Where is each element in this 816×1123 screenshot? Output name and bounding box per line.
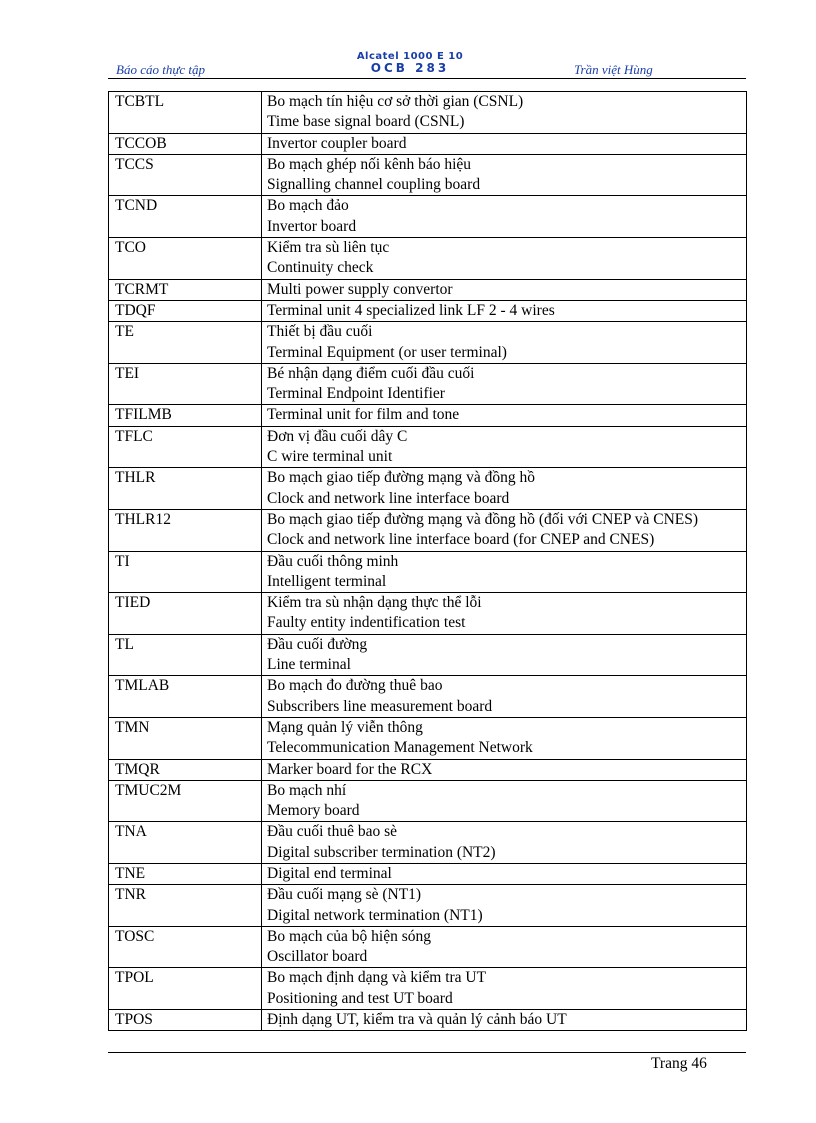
description-line: Clock and network line interface board — [267, 489, 510, 507]
description-line: Bo mạch ghép nối kênh báo hiệu — [267, 155, 472, 173]
glossary-table — [108, 91, 747, 1031]
description-line: Đơn vị đầu cuối dây C — [267, 427, 408, 445]
description-cell — [262, 92, 747, 134]
description-line: Clock and network line interface board (for CNEP and CNES) — [267, 531, 655, 549]
table-row — [109, 863, 747, 884]
description-line: Invertor board — [267, 217, 357, 235]
table-row — [109, 426, 747, 468]
description-line: C wire terminal unit — [267, 448, 393, 466]
description-line: Oscillator board — [267, 948, 368, 966]
description-line: Bo mạch định dạng và kiểm tra UT — [267, 969, 487, 987]
table-row — [109, 133, 747, 154]
description-line: Đầu cuối đường — [267, 635, 368, 653]
description-line: Digital subscriber termination (NT2) — [267, 843, 496, 861]
table-row — [109, 322, 747, 364]
description-cell — [262, 759, 747, 780]
description-line: Bo mạch tín hiệu cơ sở thời gian (CSNL) — [267, 93, 524, 110]
description-cell — [262, 133, 747, 154]
description-cell — [262, 509, 747, 551]
description-cell — [262, 968, 747, 1010]
description-line: Terminal unit 4 specialized link LF 2 - 4 wires — [267, 301, 555, 319]
description-cell — [262, 238, 747, 280]
description-line: Positioning and test UT board — [267, 989, 453, 1007]
abbreviation-cell: TMQR — [109, 759, 262, 780]
description-line: Continuity check — [267, 259, 374, 277]
description-cell — [262, 279, 747, 300]
description-line: Đầu cuối thông minh — [267, 552, 399, 570]
footer-divider — [108, 1052, 746, 1053]
description-line: Multi power supply convertor — [267, 280, 453, 298]
description-cell — [262, 1010, 747, 1031]
description-line: Bo mạch đo đường thuê bao — [267, 677, 443, 695]
description-cell — [262, 196, 747, 238]
description-cell — [262, 468, 747, 510]
description-line: Intelligent terminal — [267, 572, 387, 590]
abbreviation-cell: TDQF — [109, 300, 262, 321]
description-line: Bo mạch nhí — [267, 781, 347, 799]
description-line: Digital network termination (NT1) — [267, 906, 483, 924]
table-row — [109, 238, 747, 280]
header-logo-line2: OCB 283 — [370, 61, 450, 75]
abbreviation-cell: TIED — [109, 593, 262, 635]
description-line: Terminal unit for film and tone — [267, 406, 460, 424]
description-line: Signalling channel coupling board — [267, 176, 481, 194]
abbreviation-cell: TFILMB — [109, 405, 262, 426]
description-line: Invertor coupler board — [267, 134, 407, 152]
table-row — [109, 468, 747, 510]
description-cell — [262, 822, 747, 864]
description-line: Đầu cuối thuê bao sè — [267, 823, 397, 841]
page-header — [108, 50, 746, 78]
description-cell — [262, 863, 747, 884]
description-line: Thiết bị đầu cuối — [267, 323, 373, 341]
description-cell — [262, 363, 747, 405]
description-cell — [262, 717, 747, 759]
abbreviation-cell: TCO — [109, 238, 262, 280]
description-line: Marker board for the RCX — [267, 760, 433, 778]
header-divider — [108, 78, 746, 79]
abbreviation-cell: TNE — [109, 863, 262, 884]
description-cell — [262, 885, 747, 927]
table-row — [109, 196, 747, 238]
description-cell — [262, 154, 747, 196]
glossary-table-body — [109, 92, 747, 1031]
table-row — [109, 300, 747, 321]
abbreviation-cell: TPOL — [109, 968, 262, 1010]
abbreviation-cell: TMLAB — [109, 676, 262, 718]
header-logo-line1: Alcatel 1000 E 10 — [356, 51, 464, 62]
abbreviation-cell: TMUC2M — [109, 780, 262, 822]
header-author: Trần việt Hùng — [574, 62, 653, 77]
abbreviation-cell: TFLC — [109, 426, 262, 468]
description-cell — [262, 676, 747, 718]
abbreviation-cell: TCBTL — [109, 92, 262, 134]
abbreviation-cell: TI — [109, 551, 262, 593]
abbreviation-cell: THLR12 — [109, 509, 262, 551]
description-line: Mạng quản lý viễn thông — [267, 718, 423, 736]
abbreviation-cell: TCCS — [109, 154, 262, 196]
abbreviation-cell: TCCOB — [109, 133, 262, 154]
description-line: Bo mạch của bộ hiện sóng — [267, 927, 432, 945]
description-line: Định dạng UT, kiểm tra và quản lý cảnh báo UT — [267, 1011, 567, 1029]
table-row — [109, 154, 747, 196]
table-row — [109, 1010, 747, 1031]
abbreviation-cell: TL — [109, 634, 262, 676]
description-line: Kiểm tra sù nhận dạng thực thể lỗi — [267, 594, 482, 612]
table-row — [109, 717, 747, 759]
description-line: Đầu cuối mạng sè (NT1) — [267, 886, 422, 904]
description-line: Bo mạch giao tiếp đường mạng và đồng hồ (đối với CNEP và CNES) — [267, 510, 699, 528]
description-cell — [262, 322, 747, 364]
description-cell — [262, 300, 747, 321]
description-line: Telecommunication Management Network — [267, 739, 533, 757]
abbreviation-cell: TOSC — [109, 926, 262, 968]
table-row — [109, 634, 747, 676]
abbreviation-cell: THLR — [109, 468, 262, 510]
table-row — [109, 92, 747, 134]
table-row — [109, 968, 747, 1010]
page-number: Trang 46 — [651, 1055, 707, 1072]
table-row — [109, 279, 747, 300]
table-row — [109, 780, 747, 822]
table-row — [109, 676, 747, 718]
description-line: Faulty entity indentification test — [267, 614, 466, 632]
description-cell — [262, 426, 747, 468]
description-cell — [262, 405, 747, 426]
table-row — [109, 405, 747, 426]
table-row — [109, 551, 747, 593]
description-cell — [262, 551, 747, 593]
description-line: Bé nhận dạng điểm cuối đầu cuối — [267, 364, 475, 382]
abbreviation-cell: TNR — [109, 885, 262, 927]
description-line: Subscribers line measurement board — [267, 697, 493, 715]
table-row — [109, 759, 747, 780]
table-row — [109, 363, 747, 405]
description-cell — [262, 634, 747, 676]
description-line: Terminal Endpoint Identifier — [267, 385, 445, 403]
header-report-title: Báo cáo thực tập — [116, 62, 206, 77]
table-row — [109, 593, 747, 635]
header-logo — [330, 52, 490, 74]
abbreviation-cell: TE — [109, 322, 262, 364]
description-line: Memory board — [267, 802, 360, 820]
description-line: Digital end terminal — [267, 864, 392, 882]
description-line: Kiểm tra sù liên tục — [267, 239, 390, 257]
description-line: Bo mạch đảo — [267, 197, 349, 215]
description-cell — [262, 593, 747, 635]
description-cell — [262, 780, 747, 822]
table-row — [109, 926, 747, 968]
table-row — [109, 885, 747, 927]
abbreviation-cell: TPOS — [109, 1010, 262, 1031]
description-cell — [262, 926, 747, 968]
abbreviation-cell: TCND — [109, 196, 262, 238]
description-line: Time base signal board (CSNL) — [267, 113, 465, 131]
abbreviation-cell: TMN — [109, 717, 262, 759]
table-row — [109, 822, 747, 864]
abbreviation-cell: TCRMT — [109, 279, 262, 300]
description-line: Bo mạch giao tiếp đường mạng và đồng hồ — [267, 469, 535, 487]
description-line: Terminal Equipment (or user terminal) — [267, 343, 507, 361]
abbreviation-cell: TNA — [109, 822, 262, 864]
description-line: Line terminal — [267, 656, 351, 674]
table-row — [109, 509, 747, 551]
abbreviation-cell: TEI — [109, 363, 262, 405]
